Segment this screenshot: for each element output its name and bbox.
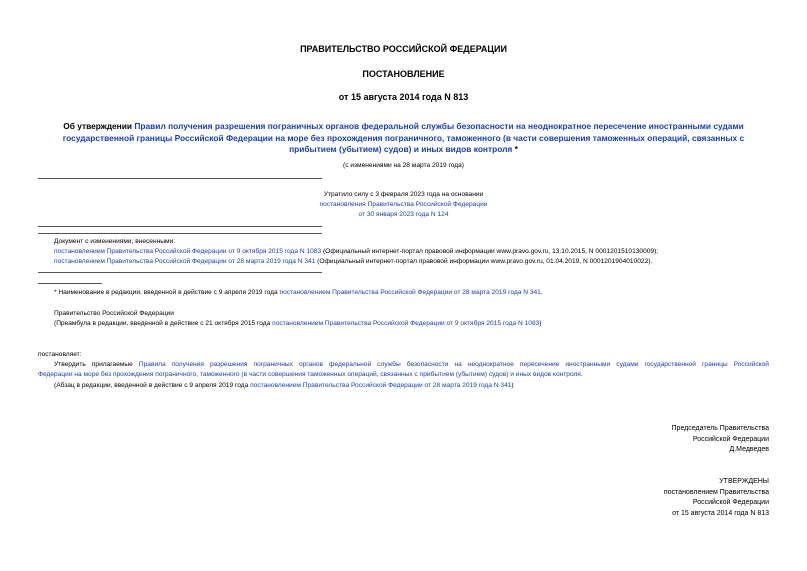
preamble-decree-link[interactable]: постановлением Правительства Российской Федерации от 9 октября 2015 года N 1083 — [272, 320, 540, 328]
title-footnote-mark: * — [512, 144, 518, 155]
lapsed-decree-date-link[interactable]: от 30 января 2023 года N 124 — [358, 211, 449, 219]
signature-position: Председатель Правительства — [671, 425, 769, 432]
title-rules-link-part2[interactable]: государственной границы Российской Федерации на море без прохождения пограничного, таможенного (в части совершения таможенных операций, связанных с — [62, 132, 745, 143]
separator-line — [38, 178, 322, 179]
approval-block — [664, 477, 769, 519]
footnote-text: * Наименование в редакции, введенной в действие с 9 апреля 2019 года — [54, 289, 280, 296]
preamble-note-end: ) — [539, 320, 542, 328]
decision-block — [38, 350, 769, 391]
preamble-note: (Преамбула в редакции, введенной в действие с 21 октября 2015 года — [54, 320, 273, 328]
document-title — [0, 121, 807, 156]
amendment-link-2015[interactable]: постановлением Правительства Российской Федерации от 9 октября 2015 года N 1083 — [54, 248, 322, 256]
decision-note: (Абзац в редакции, введенной в действие с 9 апреля 2019 года — [54, 381, 251, 389]
approval-heading: УТВЕРЖДЕНЫ — [719, 478, 769, 485]
signature-block — [672, 424, 769, 456]
lapsed-decree-link[interactable]: постановления Правительства Российской Федерации — [319, 201, 488, 209]
footnote — [54, 288, 774, 298]
decision-suffix: . — [580, 371, 583, 379]
title-rules-link-part3[interactable]: прибытием (убытием) судов) и иных видов контроля — [289, 144, 513, 155]
changes-intro: Документ с изменениями, внесенными: — [54, 238, 176, 245]
lapsed-notice — [0, 190, 807, 221]
document-date-number: от 15 августа 2014 года N 813 — [338, 92, 469, 102]
footnote-decree-link[interactable]: постановлением Правительства Российской Федерации от 28 марта 2019 года N 341 — [279, 289, 541, 296]
approved-rules-link-part1[interactable]: Правила получения разрешения пограничных органов федеральной службы безопасности на неоднократное пересечение иностранными судами государственной границы Российской — [138, 361, 769, 369]
document-type: ПОСТАНОВЛЕНИЕ — [362, 69, 445, 79]
government-heading: ПРАВИТЕЛЬСТВО РОССИЙСКОЙ ФЕДЕРАЦИИ — [300, 44, 507, 54]
approval-organization: Российской Федерации — [692, 499, 769, 506]
approval-decree: постановлением Правительства — [663, 488, 769, 496]
separator-line — [38, 272, 322, 273]
signature-organization: Российской Федерации — [692, 435, 769, 443]
approved-rules-link-part2[interactable]: Федерации на море без прохождения пограничного, таможенного (в части совершения таможенных операций, связанных с прибытием (убытием) судов) и иных видов контроля — [38, 371, 581, 379]
decision-prefix: Утвердить прилагаемые — [54, 361, 139, 369]
separator-line — [38, 233, 322, 234]
changes-block — [54, 237, 774, 268]
signature-name: Д.Медведев — [729, 446, 769, 453]
decision-note-decree-link[interactable]: постановлением Правительства Российской Федерации от 28 марта 2019 года N 341 — [250, 381, 512, 389]
amendment-link-2019[interactable]: постановлением Правительства Российской Федерации от 28 марта 2019 года N 341 — [54, 258, 316, 266]
amendment-source-2019: (Официальный интернет-портал правовой информации www.pravo.gov.ru, 01.04.2019, N 0001201904010022). — [315, 258, 653, 266]
amendment-source-2015: (Официальный интернет-портал правовой информации www.pravo.gov.ru, 13.10.2015, N 0001201510130009); — [321, 248, 659, 256]
preamble-text: Правительство Российской Федерации — [54, 310, 174, 317]
decision-note-end: ) — [511, 381, 514, 389]
decision-word: постановляет: — [38, 351, 82, 358]
title-prefix: Об утверждении — [63, 121, 135, 131]
lapsed-text: Утратило силу с 3 февраля 2023 года на основании — [323, 191, 484, 198]
title-rules-link-part1[interactable]: Правил получения разрешения пограничных органов федеральной службы безопасности на неоднократное пересечение иностранными судами — [134, 121, 744, 131]
footnote-separator — [38, 283, 102, 284]
footnote-suffix: . — [540, 289, 543, 296]
approval-date-number: от 15 августа 2014 года N 813 — [672, 509, 769, 517]
amendment-status: (с изменениями на 28 марта 2019 года) — [343, 162, 464, 169]
preamble — [54, 309, 774, 329]
separator-line — [38, 226, 322, 227]
